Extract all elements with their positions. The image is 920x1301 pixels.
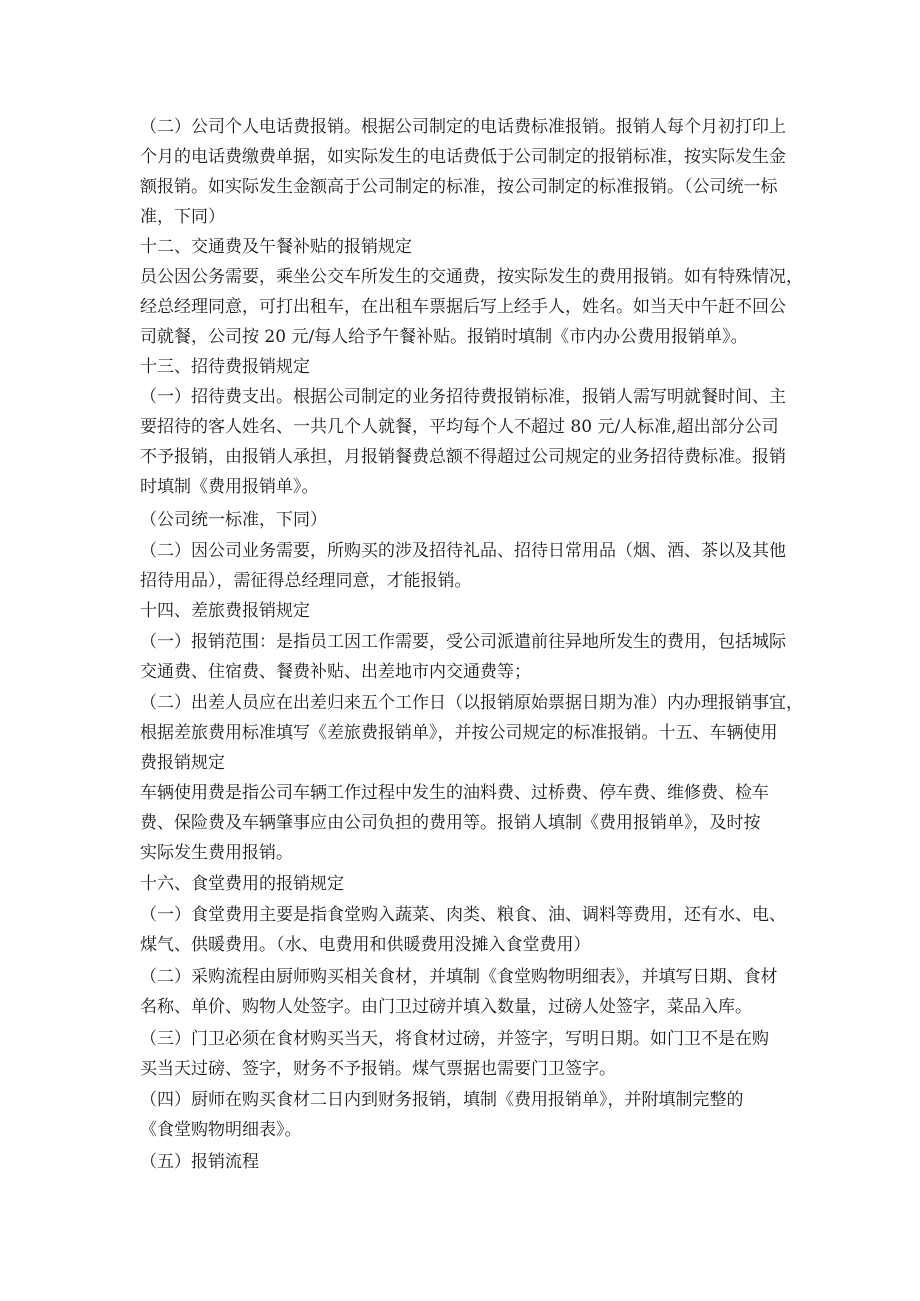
body-text-line: （二）采购流程由厨师购买相关食材，并填制《食堂购物明细表》，并填写日期、食材 bbox=[140, 967, 778, 987]
body-text-line: （一）招待费支出。根据公司制定的业务招待费报销标准，报销人需写明就餐时间、主 bbox=[140, 387, 786, 407]
section-heading-14: 十四、差旅费报销规定 bbox=[140, 601, 310, 621]
body-text-line: 车辆使用费是指公司车辆工作过程中发生的油料费、过桥费、停车费、维修费、检车 bbox=[140, 783, 769, 803]
body-text-line: （公司统一标准，下同） bbox=[140, 510, 327, 530]
body-text-line: 实际发生费用报销。 bbox=[140, 843, 293, 863]
body-text-line: 经总经理同意，可打出租车，在出租车票据后写上经手人，姓名。如当天中午赶不回公 bbox=[140, 297, 786, 317]
body-text-line: （一）报销范围：是指员工因工作需要，受公司派遣前往异地所发生的费用，包括城际 bbox=[140, 632, 786, 652]
body-text-line: 员公因公务需要，乘坐公交车所发生的交通费，按实际发生的费用报销。如有特殊情况， bbox=[140, 267, 803, 287]
section-heading-12: 十二、交通费及午餐补贴的报销规定 bbox=[140, 237, 412, 257]
body-text-line: 要招待的客人姓名、一共几个人就餐，平均每个人不超过 80 元/人标准,超出部分公司 bbox=[140, 417, 779, 437]
body-text-line: 根据差旅费用标准填写《差旅费报销单》，并按公司规定的标准报销。十五、车辆使用 bbox=[140, 723, 778, 743]
body-text-line: 招待用品），需征得总经理同意，才能报销。 bbox=[140, 571, 472, 591]
body-text-line: 额报销。如实际发生金额高于公司制定的标准，按公司制定的标准报销。（公司统一标 bbox=[140, 177, 778, 197]
body-text-line: （二）公司个人电话费报销。根据公司制定的电话费标准报销。报销人每个月初打印上 bbox=[140, 117, 786, 137]
body-text-line: 煤气、供暖费用。（水、电费用和供暖费用没摊入食堂费用） bbox=[140, 935, 591, 955]
body-text-line: 时填制《费用报销单》。 bbox=[140, 477, 319, 497]
body-text-line: 准，下同） bbox=[140, 207, 225, 227]
body-text-line: （三）门卫必须在食材购买当天，将食材过磅，并签字，写明日期。如门卫不是在购 bbox=[140, 1029, 769, 1049]
body-text-line: （五）报销流程 bbox=[140, 1152, 259, 1172]
body-text-line: （二）出差人员应在出差归来五个工作日（以报销原始票据日期为准）内办理报销事宜， bbox=[140, 693, 803, 713]
body-text-line: （一）食堂费用主要是指食堂购入蔬菜、肉类、粮食、油、调料等费用，还有水、电、 bbox=[140, 905, 786, 925]
body-text-line: 不予报销，由报销人承担，月报销餐费总额不得超过公司规定的业务招待费标准。报销 bbox=[140, 447, 786, 467]
body-text-line: 名称、单价、购物人处签字。由门卫过磅并填入数量，过磅人处签字，菜品入库。 bbox=[140, 997, 752, 1017]
body-text-line: 《食堂购物明细表》。 bbox=[140, 1120, 302, 1140]
section-heading-15: 费报销规定 bbox=[140, 753, 225, 773]
body-text-line: （四）厨师在购买食材二日内到财务报销，填制《费用报销单》，并附填制完整的 bbox=[140, 1090, 744, 1110]
section-heading-16: 十六、食堂费用的报销规定 bbox=[140, 874, 344, 894]
section-heading-13: 十三、招待费报销规定 bbox=[140, 357, 310, 377]
body-text-line: 个月的电话费缴费单据，如实际发生的电话费低于公司制定的报销标准，按实际发生金 bbox=[140, 147, 786, 167]
body-text-line: 交通费、住宿费、餐费补贴、出差地市内交通费等； bbox=[140, 662, 531, 682]
body-text-line: 费、保险费及车辆肇事应由公司负担的费用等。报销人填制《费用报销单》，及时按 bbox=[140, 813, 761, 833]
body-text-line: 司就餐，公司按 20 元/每人给予午餐补贴。报销时填制《市内办公费用报销单》。 bbox=[140, 327, 748, 347]
body-text-line: （二）因公司业务需要，所购买的涉及招待礼品、招待日常用品（烟、酒、茶以及其他 bbox=[140, 541, 786, 561]
body-text-line: 买当天过磅、签字，财务不予报销。煤气票据也需要门卫签字。 bbox=[140, 1059, 616, 1079]
